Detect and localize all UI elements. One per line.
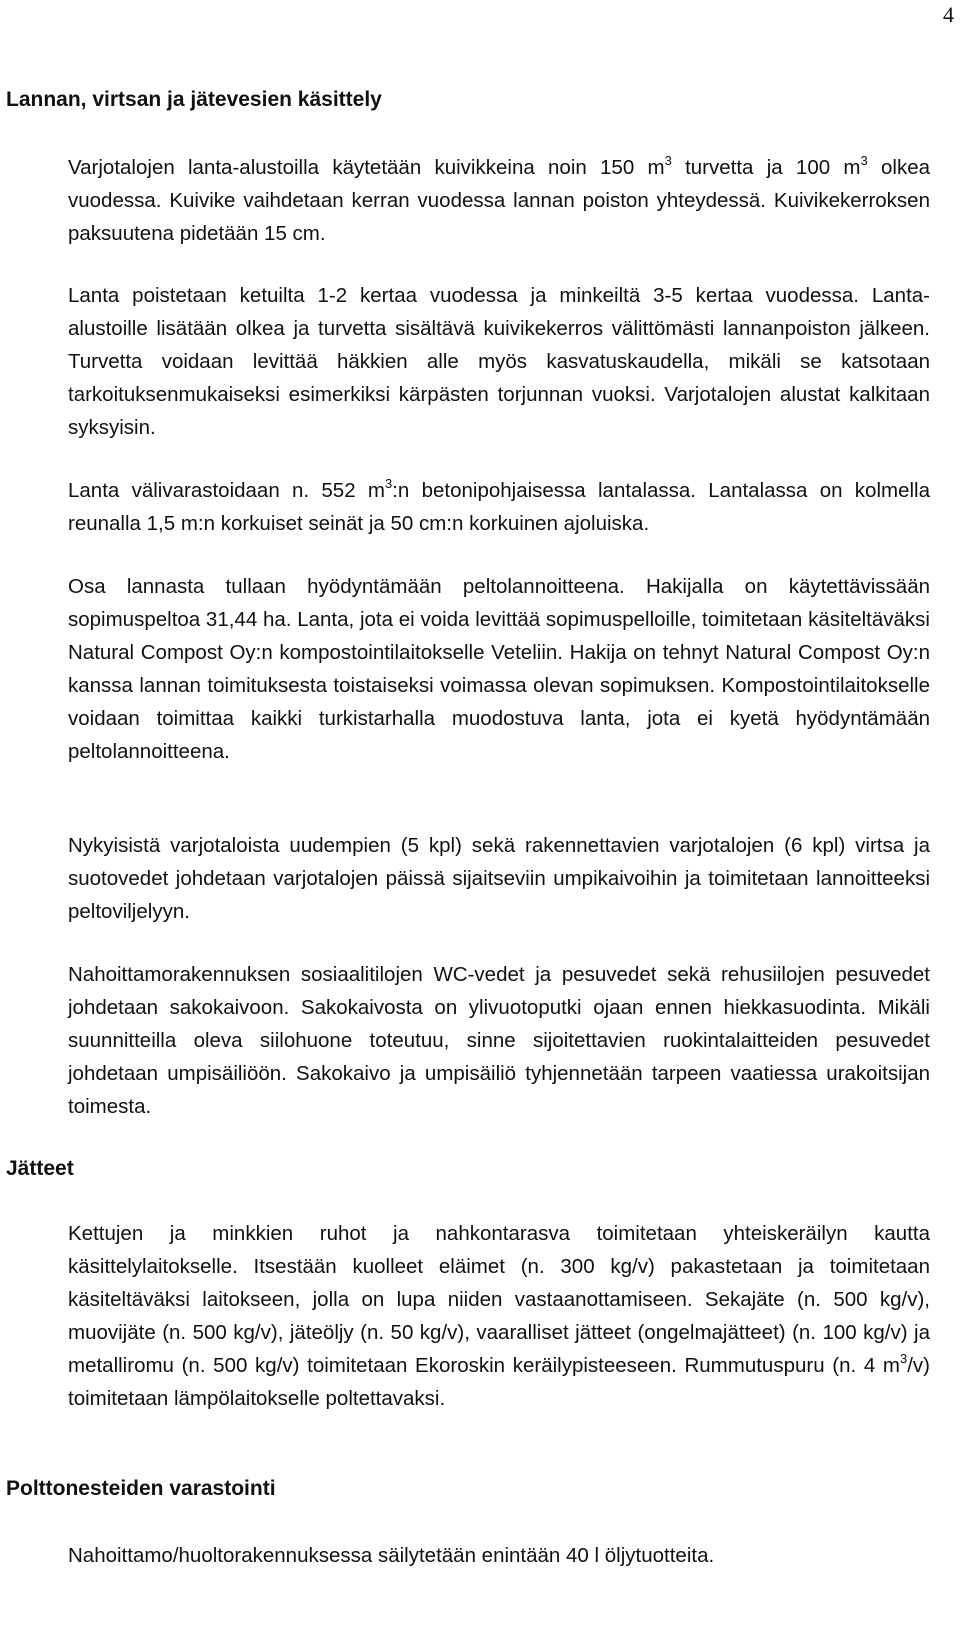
superscript: 3 bbox=[664, 153, 672, 168]
paragraph-polttonesteet: Nahoittamo/huoltorakennuksessa säilytetään enintään 40 l öljytuotteita. bbox=[68, 1544, 715, 1567]
paragraph-text: :n betonipohjaisessa lantalassa. Lantalassa on kolmella reunalla 1,5 m:n korkuiset seinät ja 50 cm:n korkuinen ajoluiska. bbox=[68, 479, 930, 535]
paragraph-text: /v) toimitetaan lämpölaitokselle poltettavaksi. bbox=[68, 1354, 930, 1410]
section-heading-jatteet: Jätteet bbox=[6, 1157, 74, 1180]
page-number: 4 bbox=[943, 2, 954, 27]
paragraph-text: turvetta ja 100 m bbox=[671, 156, 861, 179]
paragraph-kuivikkeet bbox=[68, 151, 930, 250]
superscript: 3 bbox=[384, 476, 393, 491]
paragraph-text: Lanta välivarastoidaan n. 552 m bbox=[68, 479, 385, 502]
paragraph-text: Varjotalojen lanta-alustoilla käytetään kuivikkeina noin 150 m bbox=[68, 156, 665, 179]
paragraph-jatevedet: Nahoittamorakennuksen sosiaalitilojen WC-vedet ja pesuvedet sekä rehusiilojen pesuvedet johdetaan sakokaivoon. Sakokaivosta on ylivuotoputki ojaan ennen hiekkasuodintа. Mikäli suunnitteilla oleva siilohuone toteutuu, sinne sijoitettavien ruokintalaitteiden pesuvedet johdetaan umpisäiliöön. Sakokaivo ja umpisäiliö tyhjennetään tarpeen vaatiessa urakoitsijan toimesta. bbox=[68, 963, 930, 1118]
paragraph-peltolannoite: Osa lannasta tullaan hyödyntämään peltolannoitteena. Hakijalla on käytettävissään sopimuspeltoa 31,44 ha. Lanta, jota ei voida levittää sopimuspelloille, toimitetaan käsiteltäväksi Natural Compost Oy:n kompostointilaitokselle Veteliin. Hakija on tehnyt Natural Compost Oy:n kanssa lannan toimituksesta toistaiseksi voimassa olevan sopimuksen. Kompostointilaitokselle voidaan toimittaa kaikki turkistarhalla muodostuva lanta, jota ei kyetä hyödyntämään peltolannoitteena. bbox=[68, 575, 930, 763]
paragraph-virtsa: Nykyisistä varjotaloista uudempien (5 kpl) sekä rakennettavien varjotalojen (6 kpl) virtsa ja suotovedet johdetaan varjotalojen päissä sijaitseviin umpikaivoihin ja toimitetaan lannoitteeksi peltoviljelyyn. bbox=[68, 834, 930, 923]
section-heading-lanta: Lannan, virtsan ja jätevesien käsittely bbox=[6, 88, 382, 111]
paragraph-lannan-poisto: Lanta poistetaan ketuilta 1-2 kertaa vuodessa ja minkeiltä 3-5 kertaa vuodessa. Lanta-alustoille lisätään olkea ja turvetta sisältävä kuivikekerros välittömästi lannanpoiston jälkeen. Turvetta voidaan levittää häkkien alle myös kasvatuskaudella, mikäli se katsotaan tarkoituksenmukaiseksi esimerkiksi kärpästen torjunnan vuoksi. Varjotalojen alustat kalkitaan syksyisin. bbox=[68, 284, 930, 439]
paragraph-text: olkea vuodessa. Kuivike vaihdetaan kerran vuodessa lannan poiston yhteydessä. Kuivikekerroksen paksuutena pidetään 15 cm. bbox=[68, 156, 930, 245]
superscript: 3 bbox=[860, 153, 868, 168]
superscript: 3 bbox=[899, 1351, 908, 1366]
paragraph-lantala bbox=[68, 474, 930, 540]
paragraph-jatteet bbox=[68, 1217, 930, 1415]
paragraph-text: Kettujen ja minkkien ruhot ja nahkontarasva toimitetaan yhteiskeräilyn kautta käsittelylaitokselle. Itsestään kuolleet eläimet (n. 300 kg/v) pakastetaan ja toimitetaan käsiteltäväksi laitokseen, jolla on lupa niiden vastaanottamiseen. Sekajäte (n. 500 kg/v), muovijäte (n. 500 kg/v), jäteöljy (n. 50 kg/v), vaaralliset jätteet (ongelmajätteet) (n. 100 kg/v) ja metalliromu (n. 500 kg/v) toimitetaan Ekoroskin keräilypisteeseen. Rummutuspuru (n. 4 m bbox=[68, 1222, 930, 1377]
section-heading-polttonesteet: Polttonesteiden varastointi bbox=[6, 1477, 276, 1500]
